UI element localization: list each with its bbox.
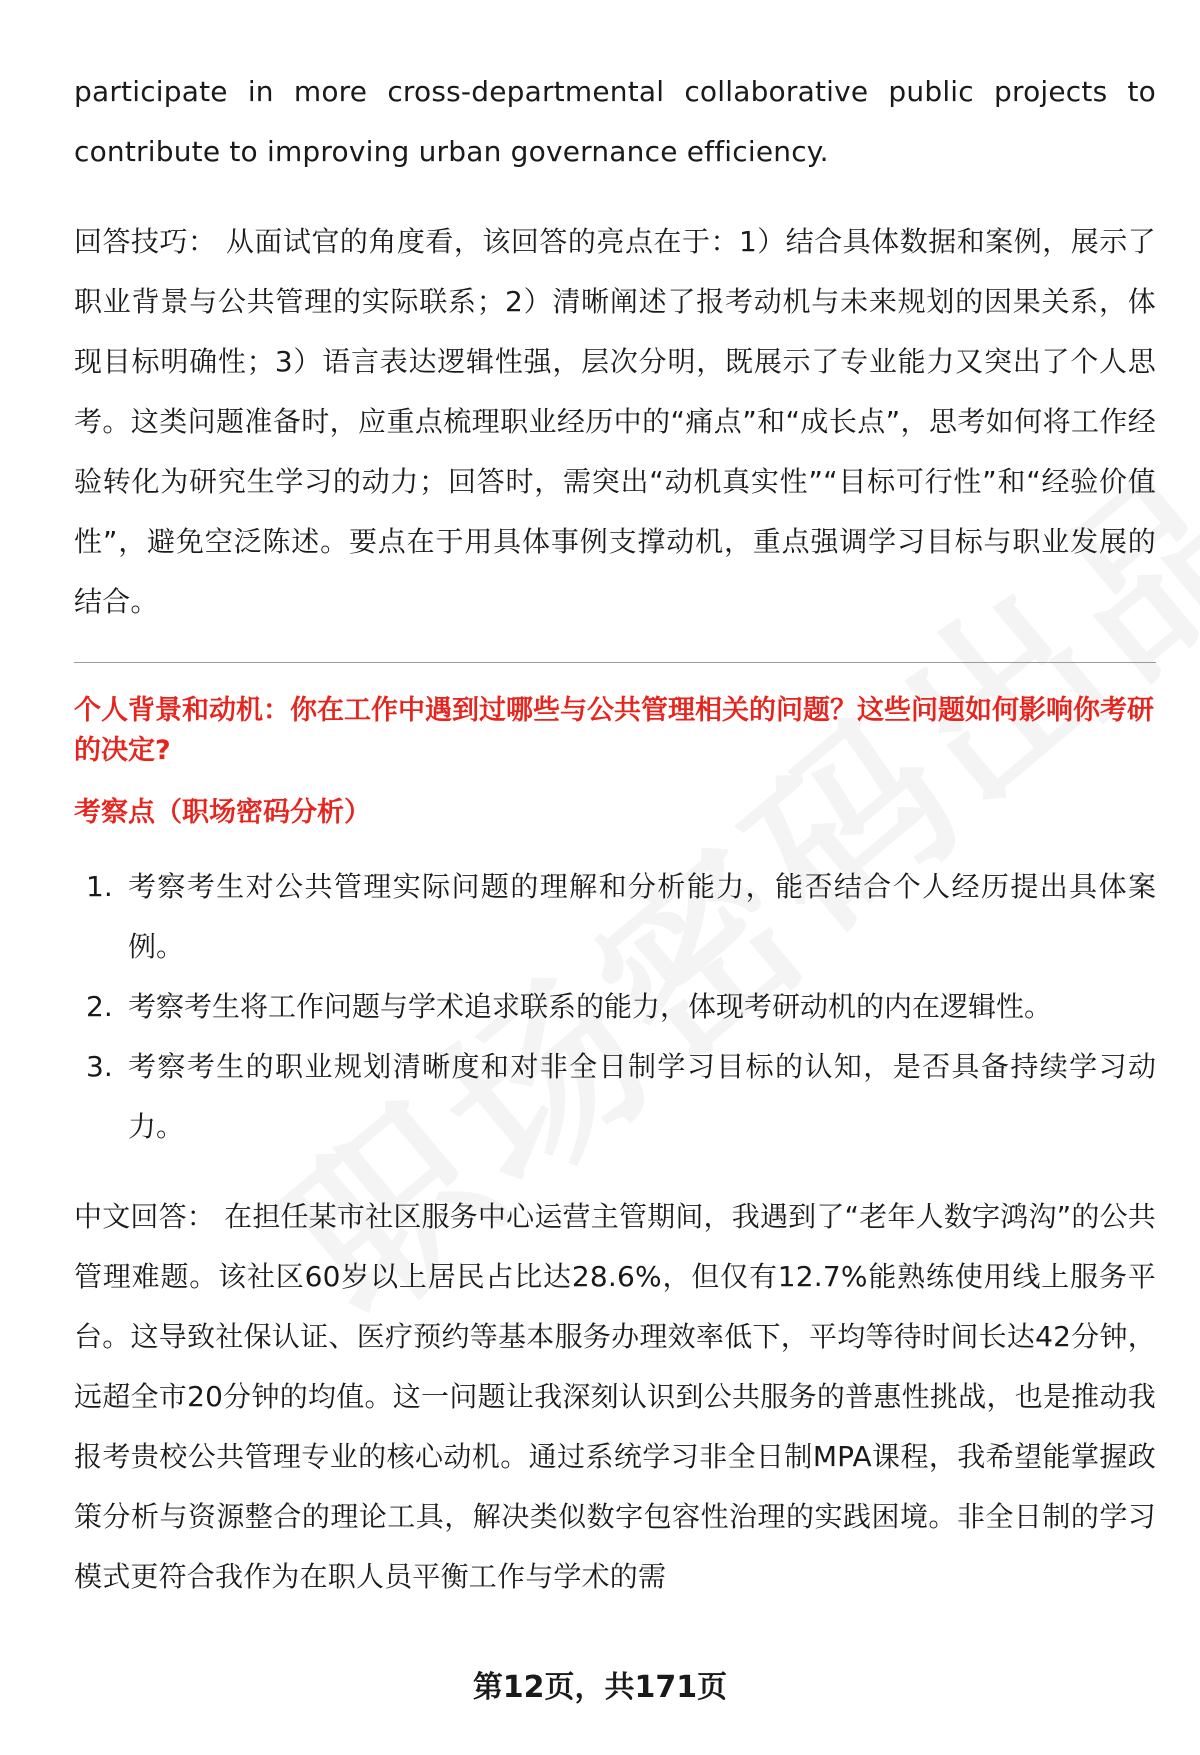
question-heading: 个人背景和动机：你在工作中遇到过哪些与公共管理相关的问题？这些问题如何影响你考研的决定? [74,695,1154,766]
list-item-number: 2. [86,990,113,1023]
english-answer-paragraph: participate in more cross-departmental collaborative public projects to contribute to improving urban governance efficiency. [74,75,1156,168]
list-item [74,977,1156,1037]
chinese-answer-paragraph: 中文回答： 在担任某市社区服务中心运营主管期间，我遇到了“老年人数字鸿沟”的公共管理难题。该社区60岁以上居民占比达28.6%，但仅有12.7%能熟练使用线上服务平台。这导致社保认证、医疗预约等基本服务办理效率低下，平均等待时间长达42分钟，远超全市20分钟的均值。这一问题让我深刻认识到公共服务的普惠性挑战，也是推动我报考贵校公共管理专业的核心动机。通过系统学习非全日制MPA课程，我希望能掌握政策分析与资源整合的理论工具，解决类似数字包容性治理的实践困境。非全日制的学习模式更符合我作为在职人员平衡工作与学术的需 [74,1200,1156,1593]
list-item-text: 考察考生的职业规划清晰度和对非全日制学习目标的认知，是否具备持续学习动力。 [128,1050,1156,1143]
list-item [74,857,1156,977]
assessment-points-heading: 考察点（职场密码分析） [74,797,371,828]
document-page [74,62,1156,1607]
list-item-number: 1. [86,870,113,903]
answer-tips-paragraph: 回答技巧： 从面试官的角度看，该回答的亮点在于：1）结合具体数据和案例，展示了职业背景与公共管理的实际联系；2）清晰阐述了报考动机与未来规划的因果关系，体现目标明确性；3）语言表达逻辑性强，层次分明，既展示了专业能力又突出了个人思考。这类问题准备时，应重点梳理职业经历中的“痛点”和“成长点”，思考如何将工作经验转化为研究生学习的动力；回答时，需突出“动机真实性”“目标可行性”和“经验价值性”，避免空泛陈述。要点在于用具体事例支撑动机，重点强调学习目标与职业发展的结合。 [74,225,1156,618]
list-item [74,1037,1156,1157]
list-item-number: 3. [86,1050,113,1083]
page-number-footer: 第12页，共171页 [472,1670,728,1705]
section-divider [74,662,1156,663]
assessment-points-list [74,857,1156,1157]
list-item-text: 考察考生对公共管理实际问题的理解和分析能力，能否结合个人经历提出具体案例。 [128,870,1156,963]
list-item-text: 考察考生将工作问题与学术追求联系的能力，体现考研动机的内在逻辑性。 [128,990,1053,1023]
